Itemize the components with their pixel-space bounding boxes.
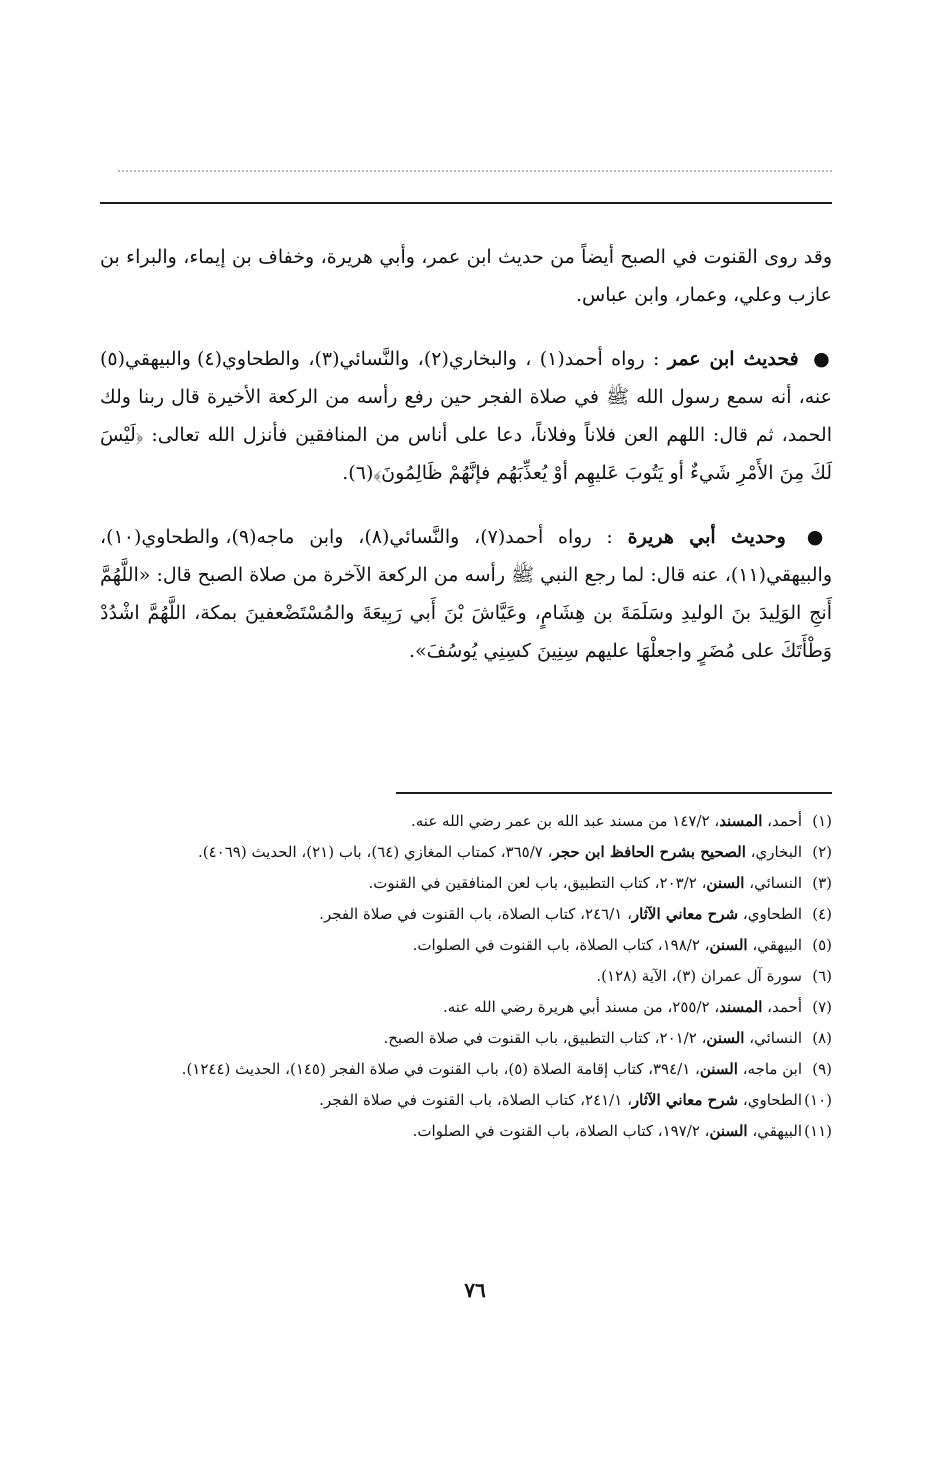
footnote-author: أحمد، — [762, 812, 802, 830]
paragraph-ibn-umar — [100, 340, 832, 492]
footnote-author: البيهقي، — [747, 936, 802, 954]
header-rule — [100, 202, 832, 204]
footnote-work: المسند — [719, 812, 763, 830]
footnote-number: (٦) — [812, 967, 832, 985]
footnote-work: شرح معاني الآثار — [631, 1091, 739, 1109]
paragraph-ibn-umar-lead: فحديث ابن عمر — [667, 348, 799, 370]
footnote-text: ، ١٩٧/٢، كتاب الصلاة، باب القنوت في الصلوات. — [412, 1122, 710, 1140]
footnote-number: (٢) — [812, 843, 832, 861]
footnote-text: ، ٣٦٥/٧، كمتاب المغازي (٦٤)، باب (٢١)، الحديث (٤٠٦٩). — [197, 843, 553, 861]
footnote-work: شرح معاني الآثار — [631, 905, 739, 923]
footnotes — [100, 806, 832, 1147]
footnote — [100, 1085, 832, 1116]
footnote-text: ، ٢٥٥/٢، من مسند أبي هريرة رضي الله عنه. — [442, 998, 720, 1016]
paragraph-intro-text: وقد روى القنوت في الصبح أيضاً من حديث ابن عمر، وأبي هريرة، وخفاف بن إيماء، والبراء بن عازب وعلي، وعمار، وابن عباس. — [100, 246, 832, 306]
footnote-work: السنن — [699, 1060, 738, 1078]
bullet-icon: ● — [813, 348, 832, 370]
footnote-number: (٧) — [812, 998, 832, 1016]
footnote-author: الطحاوي، — [738, 1091, 802, 1109]
footnote — [100, 806, 832, 837]
footnote — [100, 899, 832, 930]
footnote — [100, 1054, 832, 1085]
footnote-work: السنن — [709, 936, 748, 954]
footnote-number: (٣) — [812, 874, 832, 892]
footnote-work: المسند — [719, 998, 763, 1016]
footnote-work: السنن — [706, 874, 745, 892]
paragraph-intro — [100, 238, 832, 314]
footnote — [100, 930, 832, 961]
bullet-icon: ● — [806, 526, 833, 548]
footnote — [100, 868, 832, 899]
footnote-author: أحمد، — [762, 998, 802, 1016]
footnote-text: سورة آل عمران (٣)، الآية (١٢٨). — [596, 967, 802, 985]
footnote-author: النسائي، — [744, 1029, 802, 1047]
footnote-work: الصحيح بشرح الحافظ ابن حجر — [552, 843, 746, 861]
footnote-work: السنن — [709, 1122, 748, 1140]
footnote — [100, 961, 832, 992]
paragraph-abu-hurayra-text: : رواه أحمد(٧)، والنَّسائي(٨)، وابن ماجه(٩)، والطحاوي(١٠)، والبيهقي(١١)، عنه قال: لما رجع النبي ﷺ رأسه من الركعة الآخرة من صلاة الصبح قال: «اللَّهُمَّ أَنجِ الوَلِيدَ بنَ الوليدِ وسَلَمَةَ بن هِشَامٍ، وعَيَّاشَ بْنَ أَبي رَبِيعَةَ والمُسْتَضْعفينَ بمكة، اللَّهُمَّ اشْدُدْ وَطْأَتَكَ على مُضَرٍ واجعلْهَا عليهم سِنِينَ كسِنِي يُوسُفَ». — [100, 526, 832, 662]
footnote-number: (٥) — [812, 936, 832, 954]
footnote-number: (١١) — [804, 1122, 832, 1140]
footnote — [100, 992, 832, 1023]
footnote-number: (٨) — [812, 1029, 832, 1047]
footnote-author: الطحاوي، — [738, 905, 802, 923]
footnote-text: ، ١٩٨/٢، كتاب الصلاة، باب القنوت في الصلوات. — [412, 936, 710, 954]
paragraph-abu-hurayra — [100, 518, 832, 670]
footnote-text: ، ١٤٧/٢ من مسند عبد الله بن عمر رضي الله عنه. — [411, 812, 720, 830]
header-dotted-rule — [118, 170, 832, 172]
footnote-author: ابن ماجه، — [737, 1060, 802, 1078]
paragraph-abu-hurayra-lead: وحديث أبي هريرة — [627, 526, 786, 548]
footnote-work: السنن — [706, 1029, 745, 1047]
footnote-number: (٩) — [812, 1060, 832, 1078]
footnote-author: البخاري، — [745, 843, 802, 861]
footnote — [100, 837, 832, 868]
footnote-text: ، ٢٠١/٢، كتاب التطبيق، باب القنوت في صلاة الصبح. — [383, 1029, 707, 1047]
main-text — [100, 238, 832, 670]
footnote-author: البيهقي، — [747, 1122, 802, 1140]
footnote — [100, 1116, 832, 1147]
paragraph-ibn-umar-text: : رواه أحمد(١) ، والبخاري(٢)، والنَّسائي(٣)، والطحاوي(٤) والبيهقي(٥) عنه، أنه سمع رسول الله ﷺ في صلاة الفجر حين رفع رأسه من الركعة الأخيرة قال ربنا ولك الحمد، ثم قال: اللهم العن فلاناً وفلاناً، دعا على أناس من المنافقين فأنزل الله تعالى: ﴿لَيْسَ لَكَ مِنَ الأَمْرِ شَيءٌ أو يَتُوبَ عَليهِم أوْ يُعذِّبَهُم فإنَّهُمْ ظَالِمُونَ﴾(٦). — [100, 348, 832, 484]
footnote-number: (١٠) — [804, 1091, 832, 1109]
footnote-text: ، ٢٤١/١، كتاب الصلاة، باب القنوت في صلاة الفجر. — [319, 1091, 632, 1109]
footnote-text: ، ٢٤٦/١، كتاب الصلاة، باب القنوت في صلاة الفجر. — [319, 905, 632, 923]
footnote-number: (٤) — [812, 905, 832, 923]
footnote-author: النسائي، — [744, 874, 802, 892]
footnote-separator — [396, 792, 832, 794]
page-number: ٧٦ — [464, 1278, 486, 1302]
footnote-text: ، ٣٩٤/١، كتاب إقامة الصلاة (٥)، باب القنوت في صلاة الفجر (١٤٥)، الحديث (١٢٤٤). — [181, 1060, 700, 1078]
footnote-number: (١) — [812, 812, 832, 830]
footnote-text: ، ٢٠٣/٢، كتاب التطبيق، باب لعن المنافقين في القنوت. — [368, 874, 707, 892]
footnote — [100, 1023, 832, 1054]
